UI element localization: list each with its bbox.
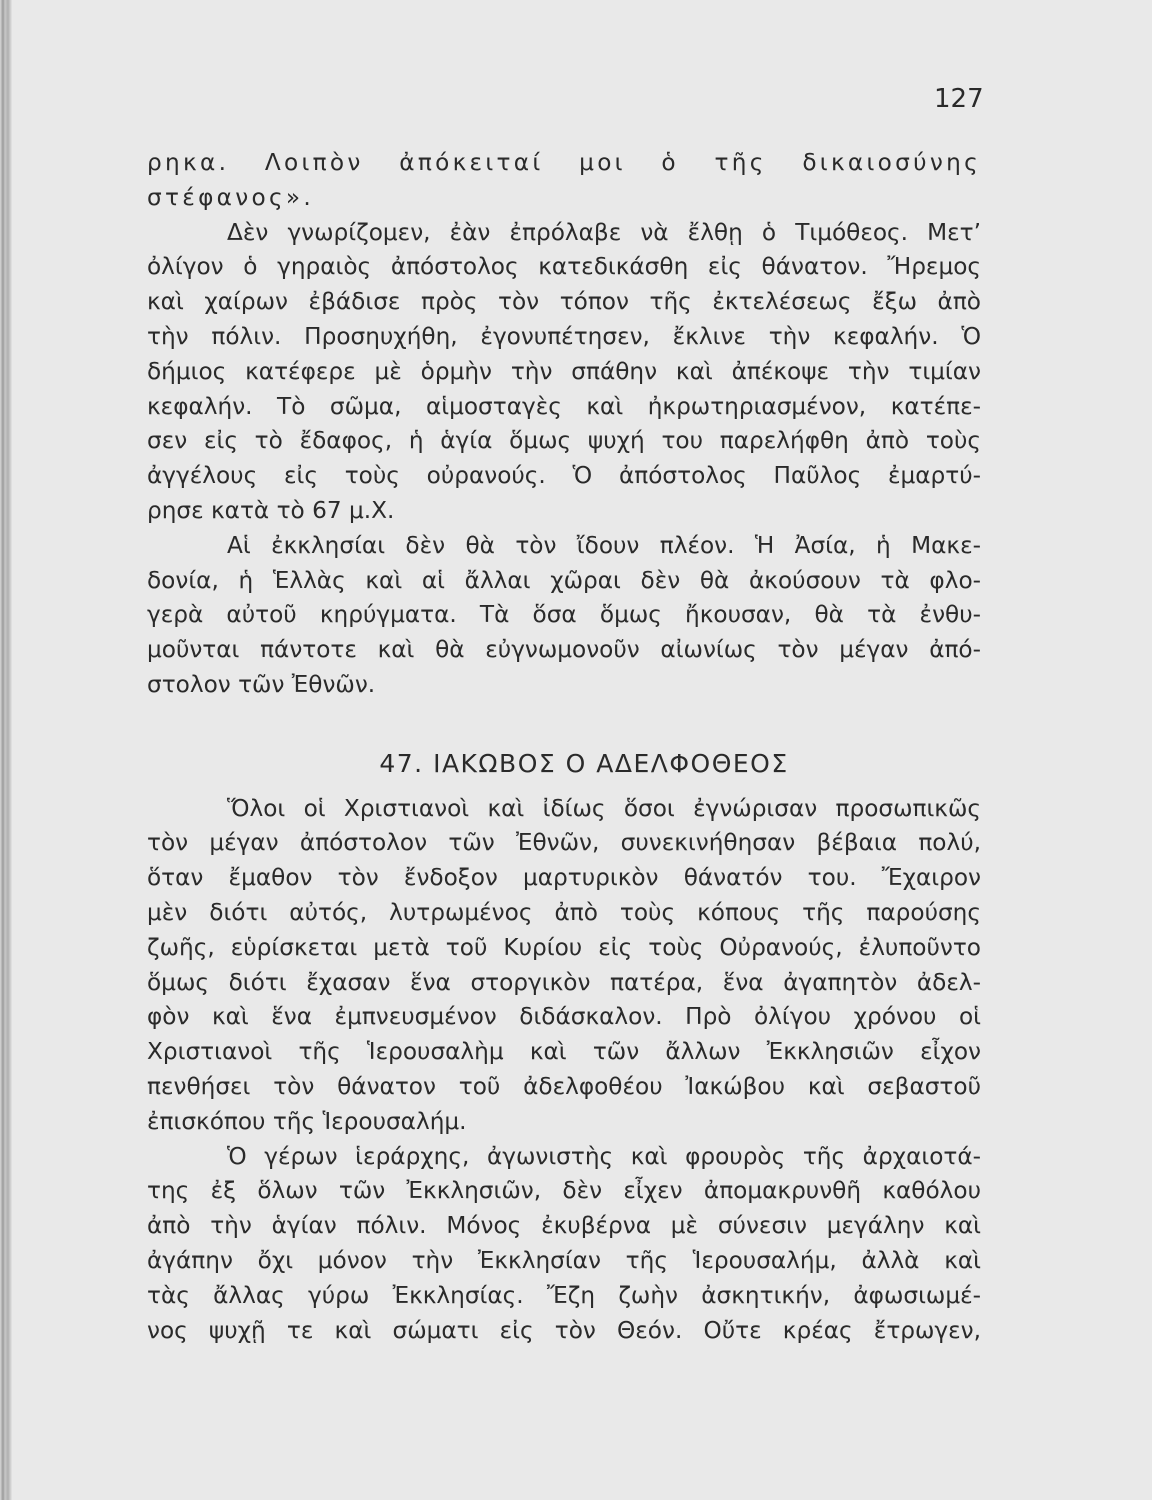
text-line: μὲν διότι αὐτός, λυτρωμένος ἀπὸ τοὺς κόπους τῆς παρούσης [147,898,981,926]
paragraph-5 [147,1140,981,1349]
text-line: Αἱ ἐκκλησίαι δὲν θὰ τὸν ἴδουν πλέον. Ἡ Ἀσία, ἡ Μακε- [227,531,981,559]
text-line: καὶ χαίρων ἐβάδισε πρὸς τὸν τόπον τῆς ἐκτελέσεως ἔξω ἀπὸ [147,288,981,316]
text-line: Χριστιανοὶ τῆς Ἱερουσαλὴμ καὶ τῶν ἄλλων Ἐκκλησιῶν εἶχον [147,1038,981,1066]
text-line: ζωῆς, εὑρίσκεται μετὰ τοῦ Κυρίου εἰς τοὺς Οὐρανούς, ἐλυποῦντο [147,933,981,961]
text-line: στέφανος». [147,183,315,211]
text-line: ρηκα. Λοιπὸν ἀπόκειταί μοι ὁ τῆς δικαιοσύνης [147,149,981,176]
paragraph-4 [147,792,981,1140]
text-line: κεφαλήν. Τὸ σῶμα, αἱμοσταγὲς καὶ ἠκρωτηριασμένον, κατέπε- [147,392,981,420]
text-line: ἀγάπην ὄχι μόνον τὴν Ἐκκλησίαν τῆς Ἱερουσαλήμ, ἀλλὰ καὶ [147,1246,981,1274]
text-line: τὰς ἄλλας γύρω Ἐκκλησίας. Ἔζη ζωὴν ἀσκητικήν, ἀφωσιωμέ- [147,1281,981,1309]
text-line: ἀπὸ τὴν ἁγίαν πόλιν. Μόνος ἐκυβέρνα μὲ σύνεσιν μεγάλην καὶ [147,1212,981,1240]
text-line: ὅταν ἔμαθον τὸν ἔνδοξον μαρτυρικὸν θάνατόν του. Ἔχαιρον [147,864,981,892]
text-line: ἐπισκόπου τῆς Ἱερουσαλήμ. [147,1107,467,1135]
text-line: Ὁ γέρων ἱεράρχης, ἀγωνιστὴς καὶ φρουρὸς τῆς ἀρχαιοτά- [227,1142,981,1170]
text-line: πενθήσει τὸν θάνατον τοῦ ἀδελφοθέου Ἰακώβου καὶ σεβαστοῦ [147,1072,981,1100]
text-line: δήμιος κατέφερε μὲ ὁρμὴν τὴν σπάθην καὶ ἀπέκοψε τὴν τιμίαν [147,357,981,385]
text-line: σεν εἰς τὸ ἔδαφος, ἡ ἁγία ὅμως ψυχή του παρελήφθη ἀπὸ τοὺς [147,427,981,455]
paragraph-3 [147,529,981,703]
text-line: φὸν καὶ ἕνα ἐμπνευσμένον διδάσκαλον. Πρὸ ὀλίγου χρόνου οἱ [147,1003,981,1031]
text-line: ὀλίγον ὁ γηραιὸς ἀπόστολος κατεδικάσθη εἰς θάνατον. Ἤρεμος [147,253,981,281]
section-heading: 47. ΙΑΚΩΒΟΣ Ο ΑΔΕΛΦΟΘΕΟΣ [379,748,789,778]
text-line: νος ψυχῇ τε καὶ σώματι εἰς τὸν Θεόν. Οὔτε κρέας ἔτρωγεν, [147,1316,981,1344]
paragraph-1 [147,146,981,216]
text-line: Ὅλοι οἱ Χριστιανοὶ καὶ ἰδίως ὅσοι ἐγνώρισαν προσωπικῶς [227,794,981,822]
text-line: μοῦνται πάντοτε καὶ θὰ εὐγνωμονοῦν αἰωνίως τὸν μέγαν ἀπό- [147,636,981,664]
text-line: ρησε κατὰ τὸ 67 μ.Χ. [147,496,395,524]
text-line: στολον τῶν Ἐθνῶν. [147,670,376,698]
text-line: τὸν μέγαν ἀπόστολον τῶν Ἐθνῶν, συνεκινήθησαν βέβαια πολύ, [147,829,981,857]
text-line: Δὲν γνωρίζομεν, ἐὰν ἐπρόλαβε νὰ ἔλθῃ ὁ Τιμόθεος. Μετ’ [227,218,981,246]
text-line: δονία, ἡ Ἑλλὰς καὶ αἱ ἄλλαι χῶραι δὲν θὰ ἀκούσουν τὰ φλο- [147,566,981,594]
text-line: γερὰ αὐτοῦ κηρύγματα. Τὰ ὅσα ὅμως ἤκουσαν, θὰ τὰ ἐνθυ- [147,601,981,629]
book-binding-edge [0,0,12,1500]
text-line: ἀγγέλους εἰς τοὺς οὐρανούς. Ὁ ἀπόστολος Παῦλος ἐμαρτύ- [147,462,981,490]
text-line: τὴν πόλιν. Προσηυχήθη, ἐγονυπέτησεν, ἔκλινε τὴν κεφαλήν. Ὁ [147,322,981,350]
page-body [147,146,981,1348]
paragraph-2 [147,216,981,529]
text-line: της ἐξ ὅλων τῶν Ἐκκλησιῶν, δὲν εἶχεν ἀπομακρυνθῆ καθόλου [147,1177,981,1205]
text-line: ὅμως διότι ἔχασαν ἕνα στοργικὸν πατέρα, ἕνα ἀγαπητὸν ἀδελ- [147,968,981,996]
page-number: 127 [934,84,984,114]
